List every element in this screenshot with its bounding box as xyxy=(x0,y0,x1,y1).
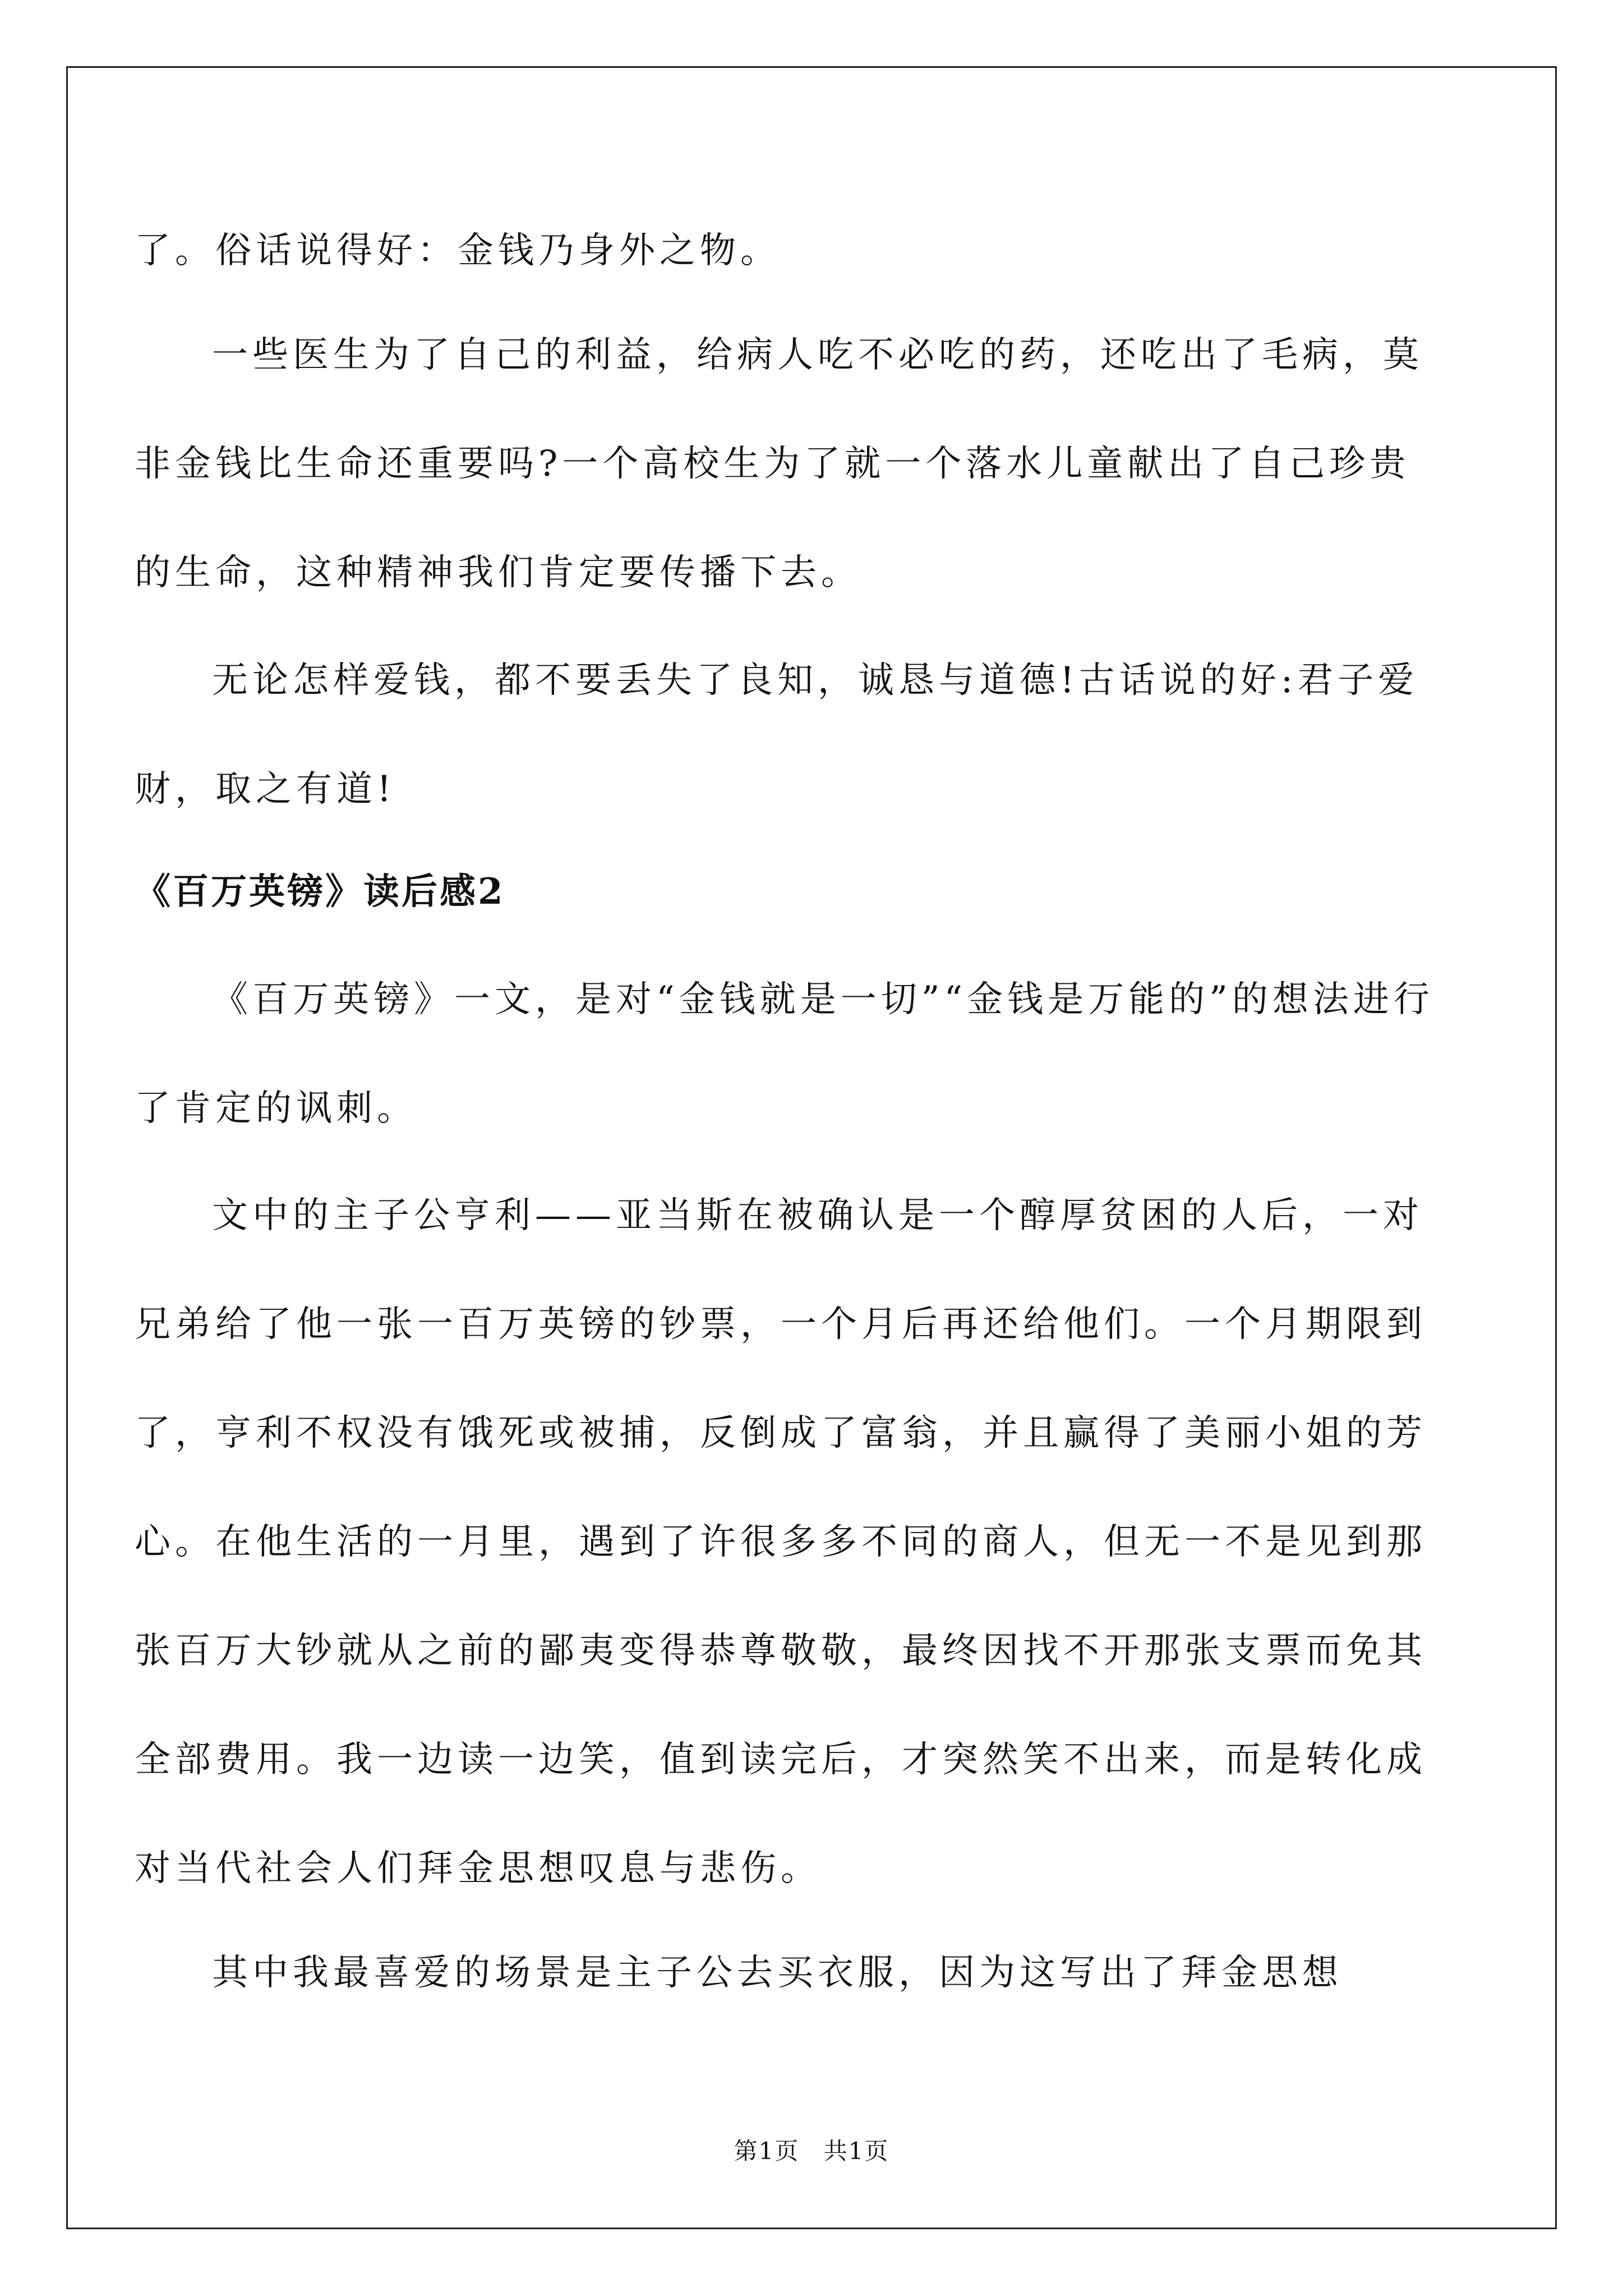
paragraph-1: 了。俗话说得好：金钱乃身外之物。 xyxy=(135,230,781,272)
paragraph-6: 其中我最喜爱的场景是主子公去买衣服，因为这写出了拜金思想 xyxy=(212,1952,1343,1994)
section-heading: 《百万英镑》读后感2 xyxy=(135,871,505,913)
page-number: 第1页 xyxy=(734,2137,800,2165)
paragraph-4: 《百万英镑》一文，是对“金钱就是一切”“金钱是万能的”的想法进行了肯定的讽刺。 xyxy=(135,979,1434,1129)
paragraph-3: 无论怎样爱钱，都不要丢失了良知，诚恳与道德!古话说的好:君子爱财，取之有道! xyxy=(135,660,1419,810)
paragraph-5: 文中的主子公亨利——亚当斯在被确认是一个醇厚贫困的人后，一对兄弟给了他一张一百万英镑的钞票，一个月后再还给他们。一个月期限到了，亨利不权没有饿死或被捕，反倒成了富翁，并且赢得了美丽小姐的芳心。在他生活的一月里，遇到了许很多多不同的商人，但无一不是见到那张百万大钞就从之前的鄙夷变得恭尊敬敬，最终因找不开那张支票而免其全部费用。我一边读一边笑，值到读完后，才突然笑不出来，而是转化成对当代社会人们拜金思想叹息与悲伤。 xyxy=(135,1195,1427,1889)
page-footer xyxy=(0,2134,1623,2168)
paragraph-2: 一些医生为了自己的利益，给病人吃不必吃的药，还吃出了毛病，莫非金钱比生命还重要吗?一个高校生为了就一个落水儿童献出了自己珍贵的生命，这种精神我们肯定要传播下去。 xyxy=(135,334,1423,593)
page-total: 共1页 xyxy=(823,2137,889,2165)
